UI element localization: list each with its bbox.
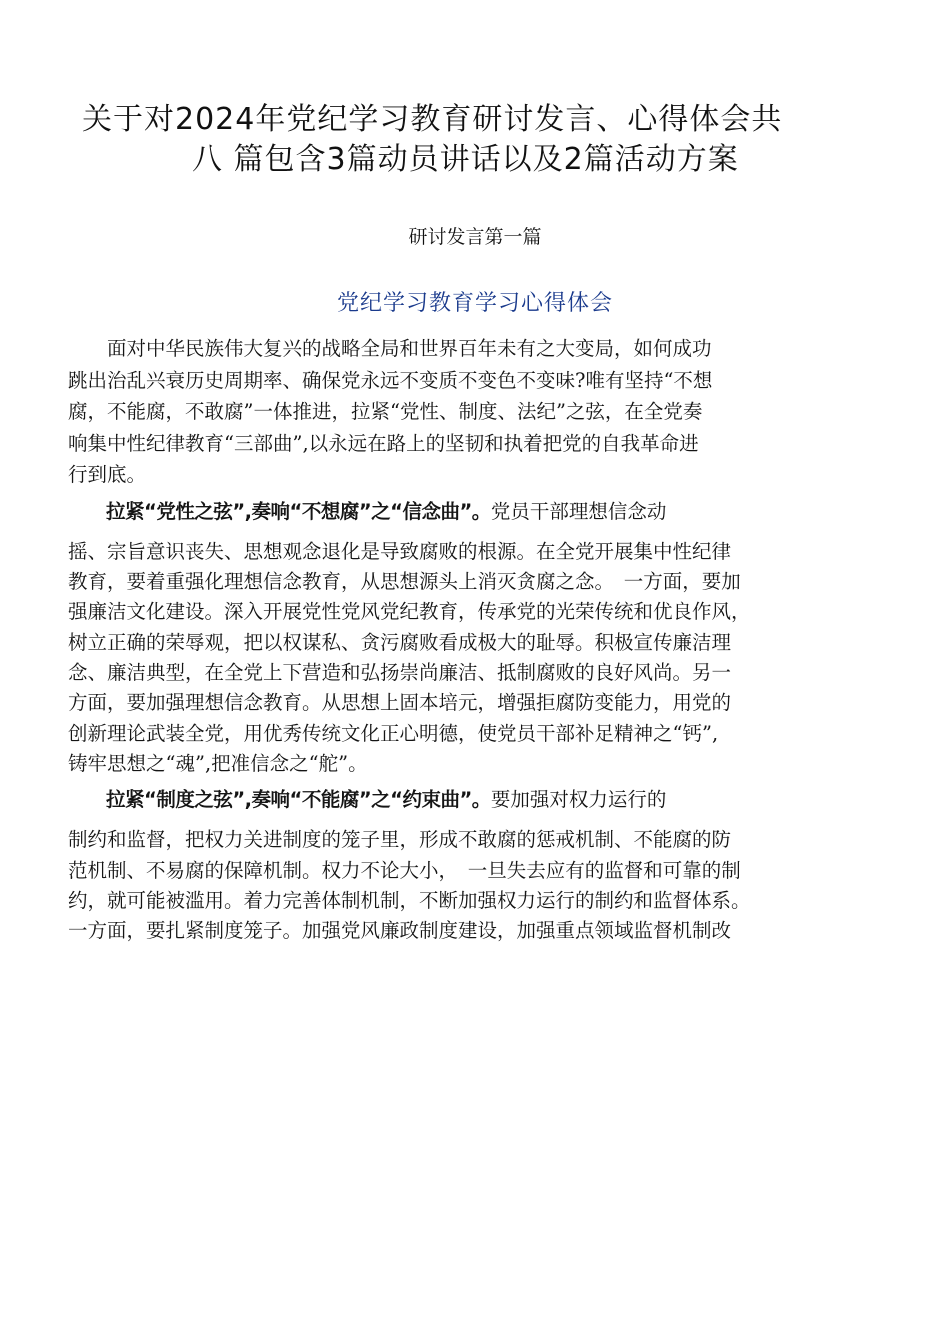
paragraph-line: 制约和监督，把权力关进制度的笼子里，形成不敢腐的惩戒机制、不能腐的防	[68, 828, 732, 852]
paragraph-heading-tail: 要加强对权力运行的	[490, 788, 667, 812]
document-title-line-1: 关于对2024年党纪学习教育研讨发言、心得体会共	[82, 102, 783, 137]
paragraph-line: 教育，要着重强化理想信念教育，从思想源头上消灭贪腐之念。 一方面，要加	[68, 570, 741, 594]
paragraph-heading: 拉紧“党性之弦”,奏响“不想腐”之“信念曲”。	[68, 499, 491, 523]
paragraph-line: 一方面，要扎紧制度笼子。加强党风廉政制度建设，加强重点领域监督机制改	[68, 919, 732, 943]
paragraph-line: 树立正确的荣辱观，把以权谋私、贪污腐败看成极大的耻辱。积极宣传廉洁理	[68, 630, 732, 654]
paragraph-heading-line	[68, 785, 880, 815]
intro-line: 响集中性纪律教育“三部曲”,以永远在路上的坚韧和执着把党的自我革命进	[68, 431, 699, 455]
paragraph-party-spirit	[68, 497, 880, 780]
section-label: 研讨发言第一篇	[408, 226, 542, 248]
paragraph-line: 范机制、不易腐的保障机制。权力不论大小， 一旦失去应有的监督和可靠的制	[68, 858, 741, 882]
paragraph-line: 强廉洁文化建设。深入开展党性党风党纪教育，传承党的光荣传统和优良作风，	[68, 600, 751, 624]
paragraph-line: 方面，要加强理想信念教育。从思想上固本培元，增强拒腐防变能力，用党的	[68, 691, 732, 715]
paragraph-line: 约，就可能被滥用。着力完善体制机制，不断加强权力运行的制约和监督体系。	[68, 889, 751, 913]
paragraph-heading: 拉紧“制度之弦”,奏响“不能腐”之“约束曲”。	[68, 788, 491, 812]
intro-line: 面对中华民族伟大复兴的战略全局和世界百年未有之大变局，如何成功	[68, 337, 712, 360]
paragraph-heading-tail: 党员干部理想信念动	[490, 499, 667, 523]
paragraph-system	[68, 785, 880, 946]
paragraph-line: 摇、宗旨意识丧失、思想观念退化是导致腐败的根源。在全党开展集中性纪律	[68, 539, 732, 563]
paragraph-line: 铸牢思想之“魂”,把准信念之“舵”。	[68, 751, 368, 775]
document-title	[70, 100, 880, 180]
intro-line: 腐，不能腐，不敢腐”一体推进，拉紧“党性、制度、法纪”之弦，在全党奏	[68, 400, 703, 423]
intro-paragraph	[68, 333, 880, 491]
section-title: 党纪学习教育学习心得体会	[336, 291, 613, 316]
intro-line: 跳出治乱兴衰历史周期率、确保党永远不变质不变色不变味?唯有坚持“不想	[68, 368, 713, 392]
intro-line: 行到底。	[68, 463, 147, 486]
document-title-line-2: 八 篇包含3篇动员讲话以及2篇活动方案	[192, 142, 739, 177]
document-body	[68, 333, 880, 947]
paragraph-line: 创新理论武装全党，用优秀传统文化正心明德，使党员干部补足精神之“钙”,	[68, 721, 719, 745]
paragraph-line: 念、廉洁典型，在全党上下营造和弘扬崇尚廉洁、抵制腐败的良好风尚。另一	[68, 660, 732, 684]
paragraph-heading-line	[68, 497, 880, 527]
